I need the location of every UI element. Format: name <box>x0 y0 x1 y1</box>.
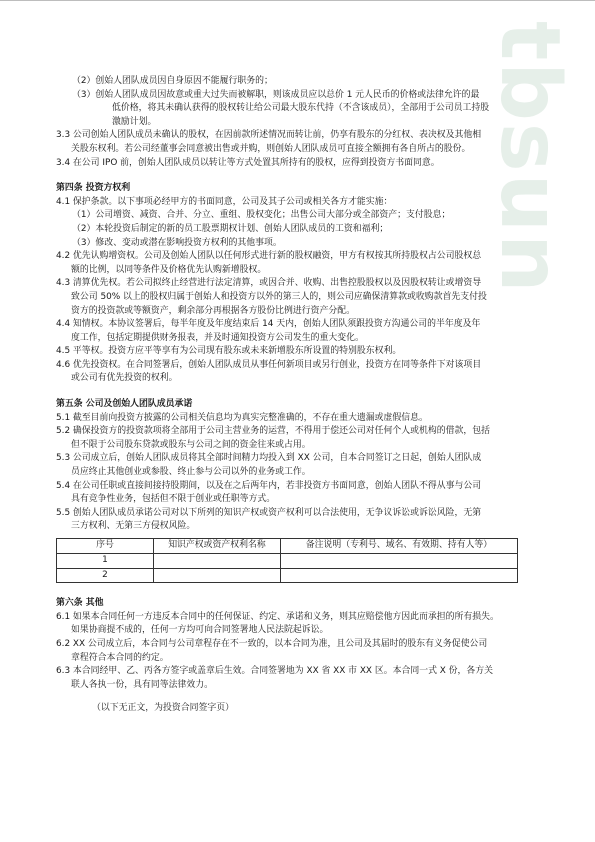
clause-5-3-cont: 员应终止其他创业或参股、终止参与公司以外的业务或工作。 <box>71 467 311 478</box>
clause-3-2-item-3: （3）创始人团队成员因故意或重大过失而被解职，则该成员应以总价 1 元人民币的价格或法律允许的最 <box>72 89 480 100</box>
clause-4-3: 4.3 清算优先权。若公司拟终止经营进行法定清算，或因合并、收购、出售控股股权以及因股权转让或增资导 <box>56 278 482 289</box>
clause-4-2: 4.2 优先认购增资权。公司及创始人团队以任何形式进行新的股权融资，甲方有权按其所持股权占公司股权总 <box>56 251 482 262</box>
clause-4-6: 4.6 优先投资权。在合同签署后，创始人团队成员从事任何新项目或另行创业，投资方在同等条件下对该项目 <box>56 359 482 370</box>
contract-body <box>56 75 542 716</box>
clause-5-1: 5.1 截至目前向投资方披露的公司相关信息均为真实完整准确的，不存在重大遗漏或虚假信息。 <box>56 412 428 423</box>
clause-5-2-cont: 但不限于公司股东贷款或股东与公司之间的资金往来或占用。 <box>71 439 311 450</box>
table-cell-index: 1 <box>57 554 154 569</box>
clause-4-3-cont2: 资方的投资款或等额资产，剩余部分再根据各方股份比例进行资产分配。 <box>71 305 355 316</box>
table-cell-remarks <box>281 554 518 569</box>
clause-6-3: 6.3 本合同经甲、乙、丙各方签字或盖章后生效。合同签署地为 XX 省 XX 市 XX 区。本合同一式 X 份，各方关 <box>56 666 494 677</box>
clause-5-4: 5.4 在公司任职或直接间接持股期间，以及在之后两年内，若非投资方书面同意，创始人团队不得从事与公司 <box>56 480 482 491</box>
article-5-heading: 第五条 公司及创始人团队成员承诺 <box>56 399 193 410</box>
clause-4-1-item-3: （3）修改、变动或潜在影响投资方权利的其他事项。 <box>72 237 282 248</box>
clause-3-3: 3.3 公司创始人团队成员未确认的股权，在因前款所述情况而转让前，仍享有股东的分红权、表决权及其他相 <box>56 130 482 141</box>
table-cell-ip-name <box>154 554 281 569</box>
article-6-heading: 第六条 其他 <box>56 598 104 609</box>
ip-assets-table <box>56 538 518 583</box>
clause-3-2-item-3-cont2: 激励计划。 <box>112 116 157 127</box>
signature-page-note: （以下无正文，为投资合同签字页） <box>92 703 234 714</box>
table-row <box>57 568 518 583</box>
column-header-ip-name: 知识产权或资产权利名称 <box>154 539 281 554</box>
clause-4-5: 4.5 平等权。投资方应平等享有为公司现有股东或未来新增股东所设置的特别股东权利。 <box>56 346 402 357</box>
clause-6-2: 6.2 XX 公司成立后，本合同与公司章程存在不一致的，以本合同为准，且公司及其届时的股东有义务促使公司 <box>56 638 488 649</box>
clause-3-2-item-2: （2）创始人团队成员因自身原因不能履行职务的； <box>72 76 273 86</box>
clause-6-1-cont: 如果协商提不成的，任何一方均可向合同签署地人民法院起诉讼。 <box>71 625 329 636</box>
clause-4-1-item-2: （2）本轮投资后制定的新的员工股票期权计划、创始人团队成员的工资和福利； <box>72 223 389 234</box>
clause-5-4-cont: 具有竞争性业务，包括但不限于创业或任职等方式。 <box>71 494 276 505</box>
table-cell-ip-name <box>154 568 281 583</box>
table-cell-index: 2 <box>57 568 154 583</box>
clause-5-3: 5.3 公司成立后，创始人团队成员将其全部时间精力均投入到 XX 公司，自本合同签订之日起，创始人团队成 <box>56 453 482 464</box>
clause-6-2-cont: 章程符合本合同的约定。 <box>71 652 169 663</box>
table-header-row <box>57 539 518 554</box>
table-cell-remarks <box>281 568 518 583</box>
clause-5-2: 5.2 确保投资方的投资款项将全部用于公司主营业务的运营，不得用于偿还公司对任何个人或机构的借款，包括 <box>56 426 491 437</box>
clause-4-1: 4.1 保护条款。以下事项必经甲方的书面同意，公司及其子公司或相关各方才能实施： <box>56 196 393 207</box>
clause-4-4-cont: 度工作，包括定期提供财务报表，并及时通知投资方公司发生的重大变化。 <box>71 332 364 343</box>
clause-5-5-cont: 三方权利、无第三方侵权风险。 <box>71 521 196 532</box>
clause-3-3-cont: 关股东权利。若公司经董事会同意被出售或并购，则创始人团队成员可直接全额拥有各自所占的股份。 <box>71 143 471 154</box>
clause-4-1-item-1: （1）公司增资、减资、合并、分立、重组、股权变化；出售公司大部分或全部资产；支付股息； <box>72 210 451 221</box>
clause-4-3-cont: 致公司 50% 以上的股权归属于创始人和投资方以外的第三人的，则公司应确保清算款或收购款首先支付投 <box>71 291 487 302</box>
clause-4-6-cont: 或公司有优先投资的权利。 <box>71 373 178 384</box>
column-header-index: 序号 <box>57 539 154 554</box>
article-4-heading: 第四条 投资方权利 <box>56 183 131 194</box>
table-row <box>57 554 518 569</box>
clause-5-5: 5.5 创始人团队成员承诺公司对以下所列的知识产权或资产权利可以合法使用，无争议诉讼或诉讼风险，无第 <box>56 507 482 518</box>
clause-6-1: 6.1 如果本合同任何一方违反本合同中的任何保证、约定、承诺和义务，则其应赔偿他方因此而承担的所有损失。 <box>56 611 499 622</box>
clause-3-4: 3.4 在公司 IPO 前，创始人团队成员以转让等方式处置其所持有的股权，应得到投资方书面同意。 <box>56 157 440 168</box>
clause-4-2-cont: 额的比例，以同等条件及价格优先认购新增股权。 <box>71 264 267 275</box>
clause-6-3-cont: 联人各执一份，具有同等法律效力。 <box>71 679 213 690</box>
clause-4-4: 4.4 知情权。本协议签署后，每半年度及年度结束后 14 天内，创始人团队须跟投资方沟通公司的半年度及年 <box>56 319 481 330</box>
column-header-remarks: 备注说明（专利号、域名、有效期、持有人等） <box>281 539 518 554</box>
watermark: tbsun <box>482 21 577 295</box>
clause-3-2-item-3-cont: 低价格，将其未确认获得的股权转让给公司最大股东代持（不含该成员），全部用于公司员工持股 <box>112 103 490 114</box>
